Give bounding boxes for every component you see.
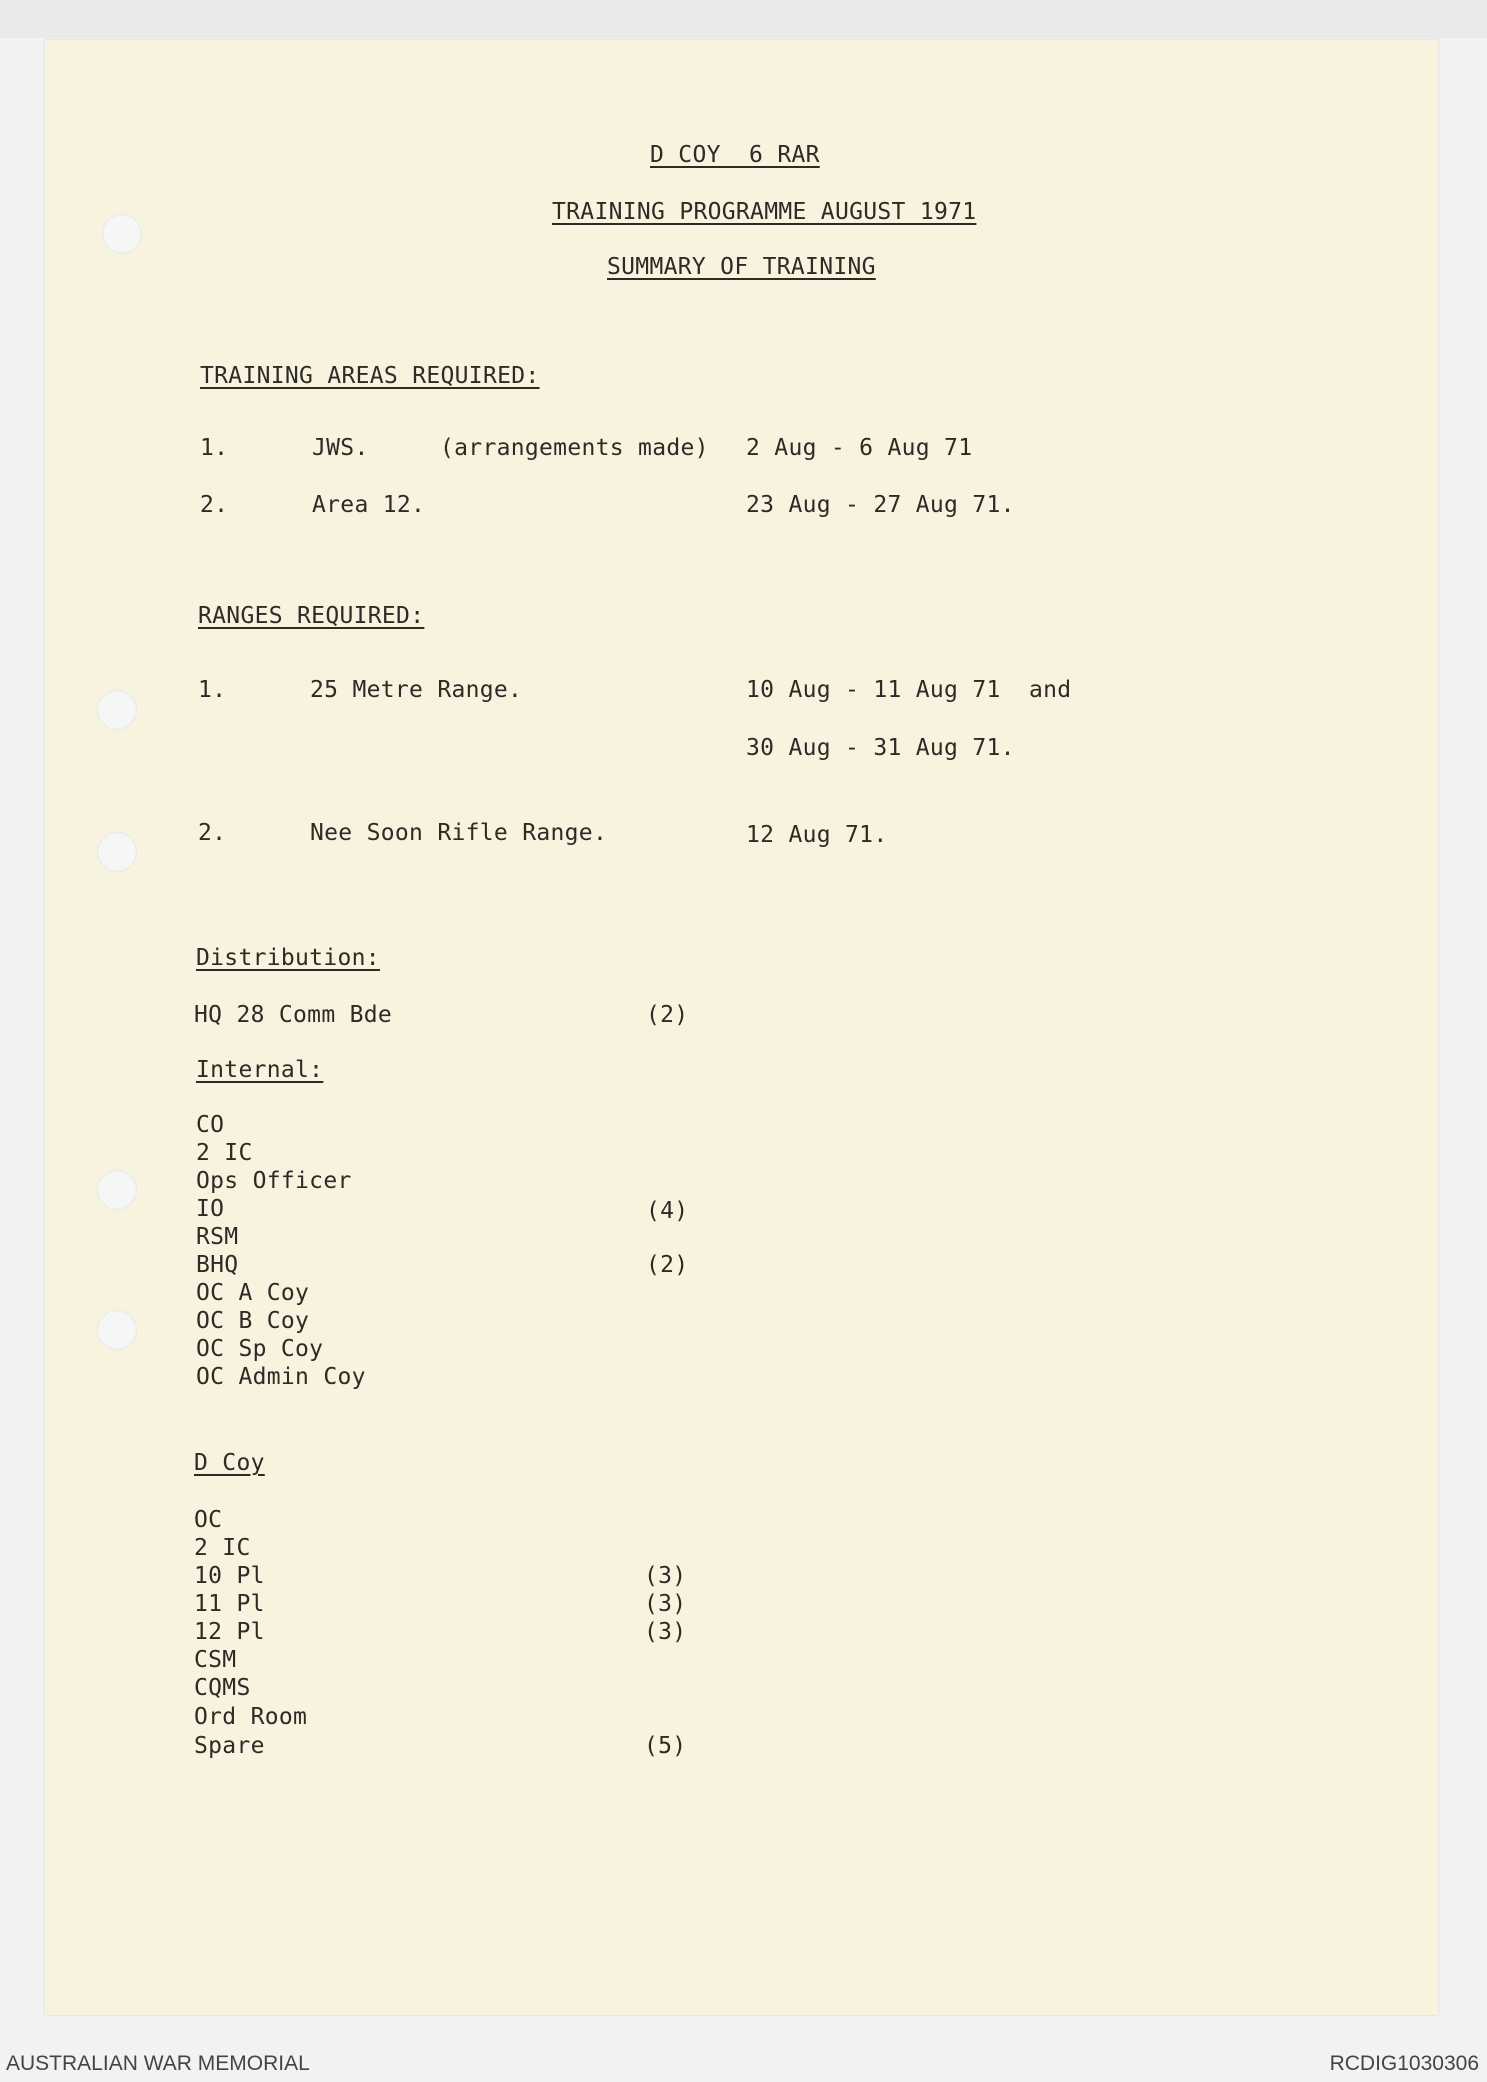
training-area-dates: 23 Aug - 27 Aug 71.	[746, 492, 1015, 518]
dcoy-label: Ord Room	[194, 1704, 308, 1730]
internal-label: 2 IC	[196, 1140, 253, 1166]
dcoy-label: CSM	[194, 1647, 237, 1673]
training-area-name: Area 12.	[312, 492, 426, 518]
dcoy-count: (3)	[644, 1619, 687, 1645]
dcoy-label: 2 IC	[194, 1535, 251, 1561]
internal-label: OC A Coy	[196, 1280, 310, 1306]
range-num: 2.	[198, 820, 227, 846]
internal-label: OC Admin Coy	[196, 1364, 366, 1390]
dcoy-label: Spare	[194, 1733, 265, 1759]
punch-hole	[102, 214, 142, 254]
training-area-dates: 2 Aug - 6 Aug 71	[746, 435, 973, 461]
punch-hole	[97, 832, 137, 872]
internal-label: Ops Officer	[196, 1168, 352, 1194]
internal-label: CO	[196, 1112, 225, 1138]
document-title: D COY 6 RAR	[650, 142, 820, 168]
scan-top-band	[0, 0, 1487, 38]
training-area-num: 1.	[200, 435, 229, 461]
ranges-heading: RANGES REQUIRED:	[198, 603, 425, 629]
footer-left: AUSTRALIAN WAR MEMORIAL	[6, 2052, 310, 2075]
range-dates: 12 Aug 71.	[746, 822, 888, 848]
dcoy-count: (5)	[644, 1733, 687, 1759]
document-subtitle: TRAINING PROGRAMME AUGUST 1971	[552, 199, 977, 225]
punch-hole	[97, 1310, 137, 1350]
distribution-external-label: HQ 28 Comm Bde	[194, 1002, 393, 1028]
dcoy-label: OC	[194, 1507, 223, 1533]
internal-count: (2)	[646, 1252, 689, 1278]
dcoy-heading: D Coy	[194, 1450, 265, 1476]
internal-label: BHQ	[196, 1252, 239, 1278]
dcoy-label: 11 Pl	[194, 1591, 265, 1617]
range-name: Nee Soon Rifle Range.	[310, 820, 608, 846]
training-area-name: JWS.	[312, 435, 369, 461]
footer-right: RCDIG1030306	[1329, 2052, 1479, 2075]
internal-label: OC Sp Coy	[196, 1336, 324, 1362]
training-areas-heading: TRAINING AREAS REQUIRED:	[200, 363, 540, 389]
distribution-heading: Distribution:	[196, 945, 380, 971]
training-area-num: 2.	[200, 492, 229, 518]
internal-label: OC B Coy	[196, 1308, 310, 1334]
dcoy-label: 10 Pl	[194, 1563, 265, 1589]
internal-label: IO	[196, 1196, 225, 1222]
training-area-note: (arrangements made)	[440, 435, 709, 461]
internal-label: RSM	[196, 1224, 239, 1250]
dcoy-label: 12 Pl	[194, 1619, 265, 1645]
range-dates: 10 Aug - 11 Aug 71 and	[746, 677, 1072, 703]
internal-heading: Internal:	[196, 1057, 324, 1083]
range-dates-second: 30 Aug - 31 Aug 71.	[746, 735, 1015, 761]
range-num: 1.	[198, 677, 227, 703]
document-summary-heading: SUMMARY OF TRAINING	[607, 254, 876, 280]
dcoy-count: (3)	[644, 1591, 687, 1617]
punch-hole	[97, 690, 137, 730]
dcoy-count: (3)	[644, 1563, 687, 1589]
punch-hole	[97, 1170, 137, 1210]
internal-count: (4)	[646, 1198, 689, 1224]
distribution-external-count: (2)	[646, 1002, 689, 1028]
dcoy-label: CQMS	[194, 1675, 251, 1701]
range-name: 25 Metre Range.	[310, 677, 523, 703]
